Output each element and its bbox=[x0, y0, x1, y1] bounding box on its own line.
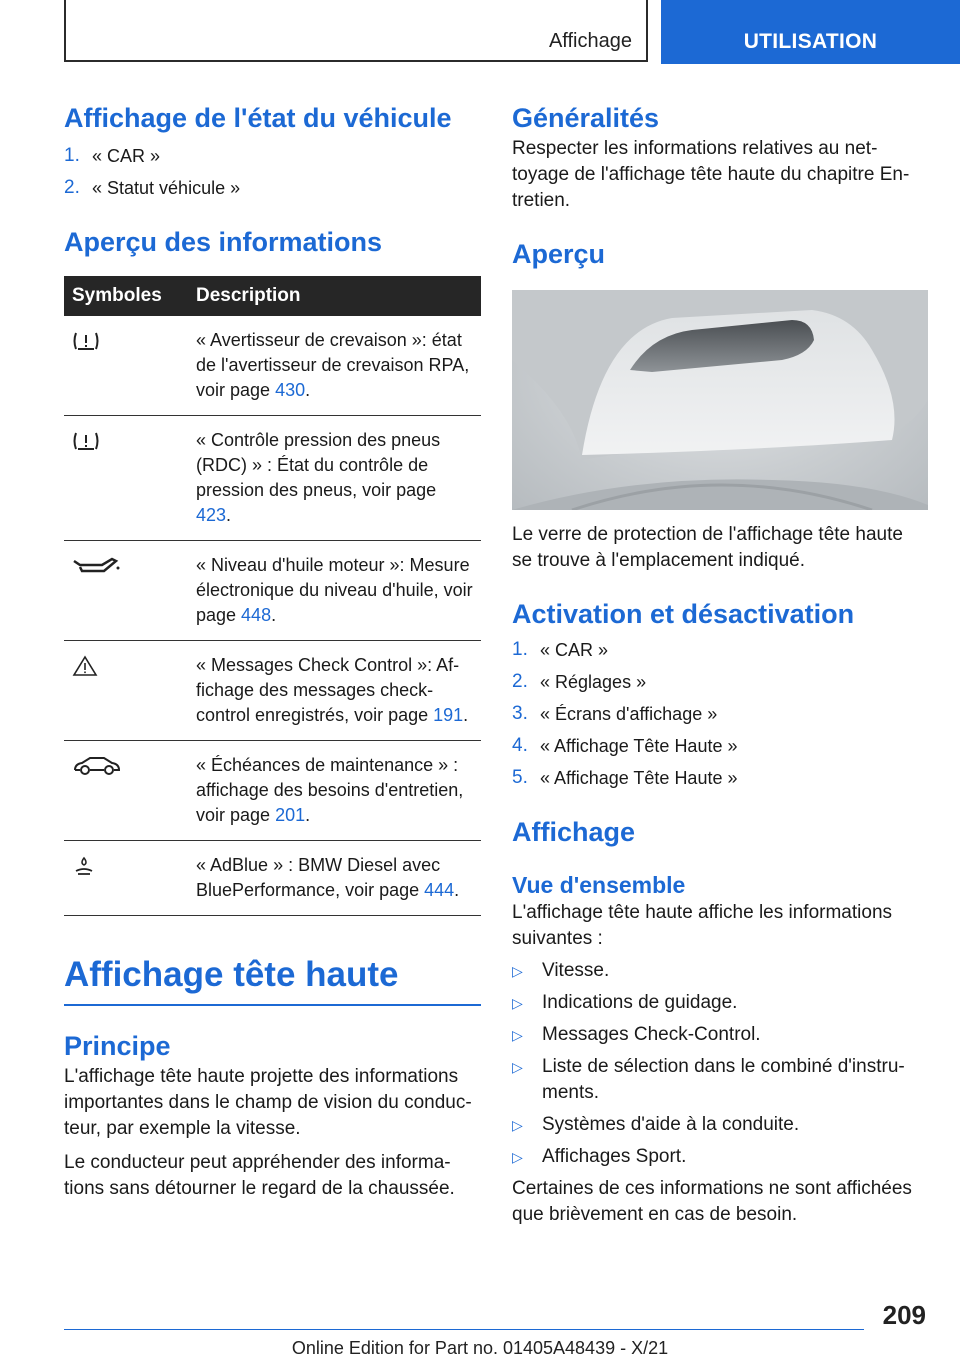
closing-paragraph: Certaines de ces informations ne sont affichées que brièvement en cas de besoin. bbox=[512, 1178, 912, 1225]
bullet-triangle-icon: ▷ bbox=[512, 1117, 523, 1133]
column-header-description: Description bbox=[188, 276, 481, 316]
table-row bbox=[64, 316, 481, 416]
edition-footer: Online Edition for Part no. 01405A48439 - X/21 bbox=[291, 1338, 669, 1358]
list-item: ▷ Indications de guidage. bbox=[512, 990, 928, 1016]
description-cell: « Avertisseur de crevaison »: état de l'avertisseur de crevaison RPA, voir page 430. bbox=[188, 316, 481, 416]
heading-principle: Principe bbox=[64, 1031, 171, 1061]
table-header-row bbox=[64, 276, 481, 316]
oil-can-icon bbox=[72, 555, 120, 577]
table-row bbox=[64, 416, 481, 541]
table-row bbox=[64, 841, 481, 916]
heading-info-overview: Aperçu des informations bbox=[64, 227, 383, 257]
footer-divider bbox=[64, 1329, 864, 1330]
page-reference-link[interactable]: 191 bbox=[433, 705, 464, 725]
symbols-table bbox=[64, 276, 481, 916]
section-title: Affichage bbox=[548, 30, 632, 52]
list-item: ▷ Messages Check-Control. bbox=[512, 1022, 928, 1048]
warning-triangle-icon bbox=[72, 655, 98, 677]
table-row bbox=[64, 641, 481, 741]
heading-apercu: Aperçu bbox=[512, 239, 606, 269]
list-item: 5. « Affichage Tête Haute » bbox=[512, 767, 738, 788]
list-item: ▷ Affichages Sport. bbox=[512, 1144, 928, 1170]
list-item: 1. « CAR » bbox=[64, 145, 161, 166]
principle-paragraph-1: L'affichage tête haute projette des informations importantes dans le champ de vision du conducteur, par exemple la vitesse. bbox=[64, 1066, 472, 1139]
principle-paragraph-2: Le conducteur peut appréhender des informations sans détourner le regard de la chaussée. bbox=[64, 1152, 455, 1199]
chapter-tab: UTILISATION bbox=[661, 0, 960, 64]
list-item: 1. « CAR » bbox=[512, 639, 609, 660]
heading-activation: Activation et désactivation bbox=[512, 599, 855, 629]
heading-general: Généralités bbox=[512, 103, 660, 133]
general-paragraph: Respecter les informations relatives au nettoyage de l'affichage tête haute du chapitre Entretien. bbox=[512, 138, 910, 211]
heading-hud: Affichage tête haute bbox=[64, 955, 399, 994]
car-service-icon bbox=[72, 755, 122, 777]
page-reference-link[interactable]: 444 bbox=[424, 880, 455, 900]
list-item: ▷ Vitesse. bbox=[512, 958, 928, 984]
bullet-triangle-icon: ▷ bbox=[512, 995, 523, 1011]
hud-photo bbox=[512, 290, 928, 510]
photo-caption: Le verre de protection de l'affichage tête haute se trouve à l'emplacement indiqué. bbox=[512, 524, 903, 571]
heading-overview: Vue d'ensemble bbox=[512, 872, 686, 898]
heading-vehicle-status: Affichage de l'état du véhicule bbox=[64, 103, 452, 133]
page-header bbox=[0, 0, 960, 66]
description-cell: « Contrôle pression des pneus (RDC) » : État du contrôle de pression des pneus, voir page 423. bbox=[188, 416, 481, 541]
page-reference-link[interactable]: 423 bbox=[196, 505, 227, 525]
tire-pressure-control-icon bbox=[72, 430, 100, 452]
page-number: 209 bbox=[882, 1300, 926, 1330]
bullet-triangle-icon: ▷ bbox=[512, 1027, 523, 1043]
overview-intro: L'affichage tête haute affiche les informations suivantes : bbox=[512, 902, 893, 949]
adblue-icon bbox=[72, 855, 96, 877]
hud-info-list bbox=[512, 958, 928, 1170]
right-column bbox=[512, 100, 928, 1228]
list-item: ▷ Systèmes d'aide à la conduite. bbox=[512, 1112, 928, 1138]
list-item: 4. « Affichage Tête Haute » bbox=[512, 735, 738, 756]
description-cell: « Niveau d'huile moteur »: Mesure électronique du niveau d'huile, voir page 448. bbox=[188, 541, 481, 641]
page-reference-link[interactable]: 448 bbox=[241, 605, 272, 625]
section-tab bbox=[64, 0, 648, 62]
heading-divider bbox=[64, 1004, 481, 1006]
page-reference-link[interactable]: 201 bbox=[275, 805, 306, 825]
activation-steps bbox=[512, 634, 928, 794]
page-reference-link[interactable]: 430 bbox=[275, 380, 306, 400]
description-cell: « Messages Check Control »: Affichage des messages check-control enregistrés, voir page 191. bbox=[188, 641, 481, 741]
bullet-triangle-icon: ▷ bbox=[512, 963, 523, 979]
tire-pressure-warning-icon bbox=[72, 330, 100, 352]
status-steps bbox=[64, 140, 481, 204]
table-row bbox=[64, 541, 481, 641]
description-cell: « AdBlue » : BMW Diesel avec BluePerformance, voir page 444. bbox=[188, 841, 481, 916]
hud-illustration bbox=[512, 290, 928, 510]
list-item: 2. « Réglages » bbox=[512, 671, 647, 692]
list-item: 3. « Écrans d'affichage » bbox=[512, 703, 718, 724]
bullet-triangle-icon: ▷ bbox=[512, 1059, 523, 1075]
column-header-symbols: Symboles bbox=[64, 276, 188, 316]
table-row bbox=[64, 741, 481, 841]
list-item: ▷ Liste de sélection dans le combiné d'instruments. bbox=[512, 1054, 928, 1106]
left-column bbox=[64, 100, 481, 1202]
heading-affichage: Affichage bbox=[512, 817, 636, 847]
bullet-triangle-icon: ▷ bbox=[512, 1149, 523, 1165]
description-cell: « Échéances de maintenance » : affichage des besoins d'entretien, voir page 201. bbox=[188, 741, 481, 841]
list-item: 2. « Statut véhicule » bbox=[64, 177, 241, 198]
